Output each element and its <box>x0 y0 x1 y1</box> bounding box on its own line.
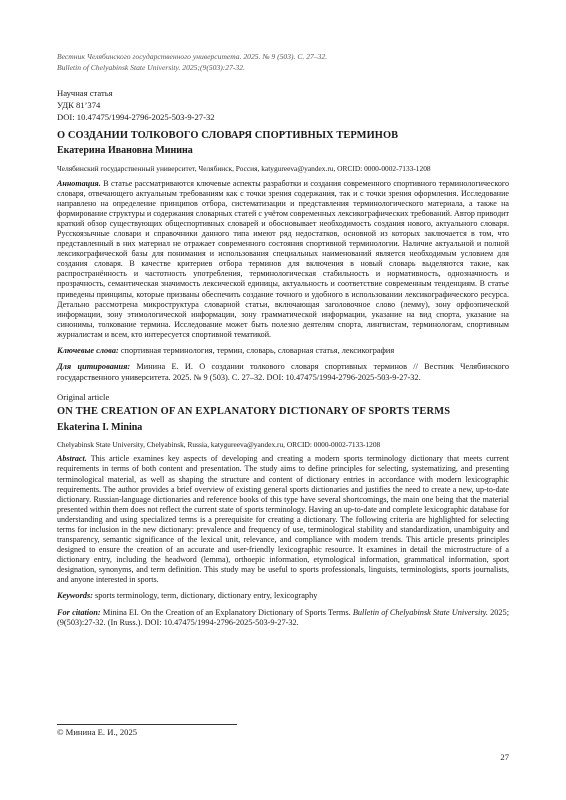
abstract-en <box>57 454 509 585</box>
abstract-text-en: This article examines key aspects of developing and creating a modern sports terminology dictionary that meets current requirements in terms of both content and presentation. The study aims to define principles for selecting, systematizing, and presenting terminological material, as well as shaping the structure and content of dictionary entries in accordance with modern lexicographic requirements. The author provides a brief overview of existing general sports dictionaries and justifies the need to create a new, up-to-date dictionary. Russian-language dictionaries and reference books of this type have several shortcomings, the main one being that the material presented within them does not reflect the current state of sports terminology. Having an up-to-date and complete lexicographic database for understanding and using specialized terms is a prerequisite for creating a dictionary. The following criteria are highlighted for selecting terms for inclusion in the new dictionary: prevalence and frequency of use, terminological stability and standardization, unambiguity and transparency, semantic significance of the lexical unit, relevance, and compliance with modern trends. This article presents principles designed to ensure the creation of an accurate and user-friendly lexicographic resource. It examines in detail the microstructure of a dictionary entry, including the headword (lemma), orthoepic information, etymological information, grammatical information, sport designation, synonyms, and term definition. This study may be useful to sports professionals, linguists, terminologists, sports journalists, and anyone interested in sports. <box>57 454 509 584</box>
citation-ru <box>57 362 509 383</box>
author-en: Ekaterina I. Minina <box>57 422 143 434</box>
citation-text-en-b: 2025;(9(503):27-32. (In Russ.). DOI: 10.47475/1994-2796-2025-503-9-27-32. <box>57 607 509 628</box>
citation-text-ru: Минина Е. И. О создании толкового словаря спортивных терминов // Вестник Челябинского государственного университета. 2025. № 9 (503). С. 27–32. DOI: 10.47475/1994-2796-2025-503-9-27-32. <box>57 362 509 382</box>
page-number: 27 <box>500 752 509 762</box>
udc: УДК 81’374 <box>57 100 101 110</box>
journal-ref-ru: Вестник Челябинского государственного университета. 2025. № 9 (503). С. 27–32. <box>57 52 328 61</box>
abstract-label-ru: Аннотация. <box>57 179 101 188</box>
abstract-text-ru: В статье рассматриваются ключевые аспекты разработки и создания современного спортивного терминологического словаря, отвечающего актуальным требованиям как с точки зрения содержания, так и с точки зрения оформления. Исследование направлено на определение принципов отбора, систематизации и представления терминологического материала, а также на формирование структуры и содержания словарных статей с учётом современных лексикографических требований. Автор приводит краткий обзор существующих общеспортивных словарей и обосновывает необходимость создания нового, актуального словаря. Русскоязычные словари и справочники данного типа имеют ряд недостатков, основной из которых заключается в том, что представленный в них материал не отражает современного состояния спортивной терминологии. Наличие актуальной и полной лексикографической базы для понимания и использования специальных наименований является необходимым условием для создания словаря. В качестве критериев отбора терминов для включения в новый словарь выделяются такие, как распространённость и частотность употребления, терминологическая стабильность и нормативность, однозначность и прозрачность, семантическая значимость лексической единицы, актуальность и соответствие современным тенденциям. В статье приведены принципы, которые призваны обеспечить создание точного и удобного в использовании лексикографического ресурса. Детально рассмотрена микроструктура словарной статьи, включающая заголовочное слово (лемму), зону орфоэпической информации, зону этимологической информации, зону грамматической информации, указание на вид спорта, указание на синонимы, толкование термина. Исследование может быть полезно деятелям спорта, лингвистам, терминологам, спортивным журналистам и всем, кто интересуется спортивной тематикой. <box>57 179 509 339</box>
keywords-label-ru: Ключевые слова: <box>57 345 119 355</box>
abstract-label-en: Abstract. <box>57 454 87 464</box>
keywords-text-ru: спортивная терминология, термин, словарь, словарная статья, лексикография <box>120 345 395 355</box>
keywords-label-en: Keywords: <box>57 591 93 601</box>
doi: DOI: 10.47475/1994-2796-2025-503-9-27-32 <box>57 112 215 122</box>
citation-journal-en: Bulletin of Chelyabinsk State University. <box>352 607 488 617</box>
article-type-ru: Научная статья <box>57 88 113 98</box>
abstract-ru <box>57 179 509 340</box>
title-en: ON THE CREATION OF AN EXPLANATORY DICTIONARY OF SPORTS TERMS <box>57 406 451 418</box>
article-type-en: Original article <box>57 392 110 403</box>
keywords-ru <box>57 346 509 357</box>
keywords-en <box>57 591 509 602</box>
citation-label-ru: Для цитирования: <box>57 362 131 372</box>
title-ru: О СОЗДАНИИ ТОЛКОВОГО СЛОВАРЯ СПОРТИВНЫХ ТЕРМИНОВ <box>57 130 399 141</box>
affiliation-en: Chelyabinsk State University, Chelyabinsk, Russia, katygureeva@yandex.ru, ORCID: 0000-0002-7133-1208 <box>57 440 381 450</box>
copyright: © Минина Е. И., 2025 <box>57 724 237 737</box>
citation-en <box>57 608 509 629</box>
keywords-text-en: sports terminology, term, dictionary, dictionary entry, lexicography <box>95 591 318 601</box>
affiliation-ru: Челябинский государственный университет, Челябинск, Россия, katygureeva@yandex.ru, ORCID: 0000-0002-7133-1208 <box>57 164 431 173</box>
citation-text-en-a: Minina EI. On the Creation of an Explanatory Dictionary of Sports Terms. <box>102 607 351 617</box>
journal-ref-en: Bulletin of Chelyabinsk State University. 2025;(9(503):27-32. <box>57 62 245 72</box>
author-ru: Екатерина Ивановна Минина <box>57 145 193 156</box>
citation-label-en: For citation: <box>57 607 101 617</box>
article-page <box>57 52 509 629</box>
